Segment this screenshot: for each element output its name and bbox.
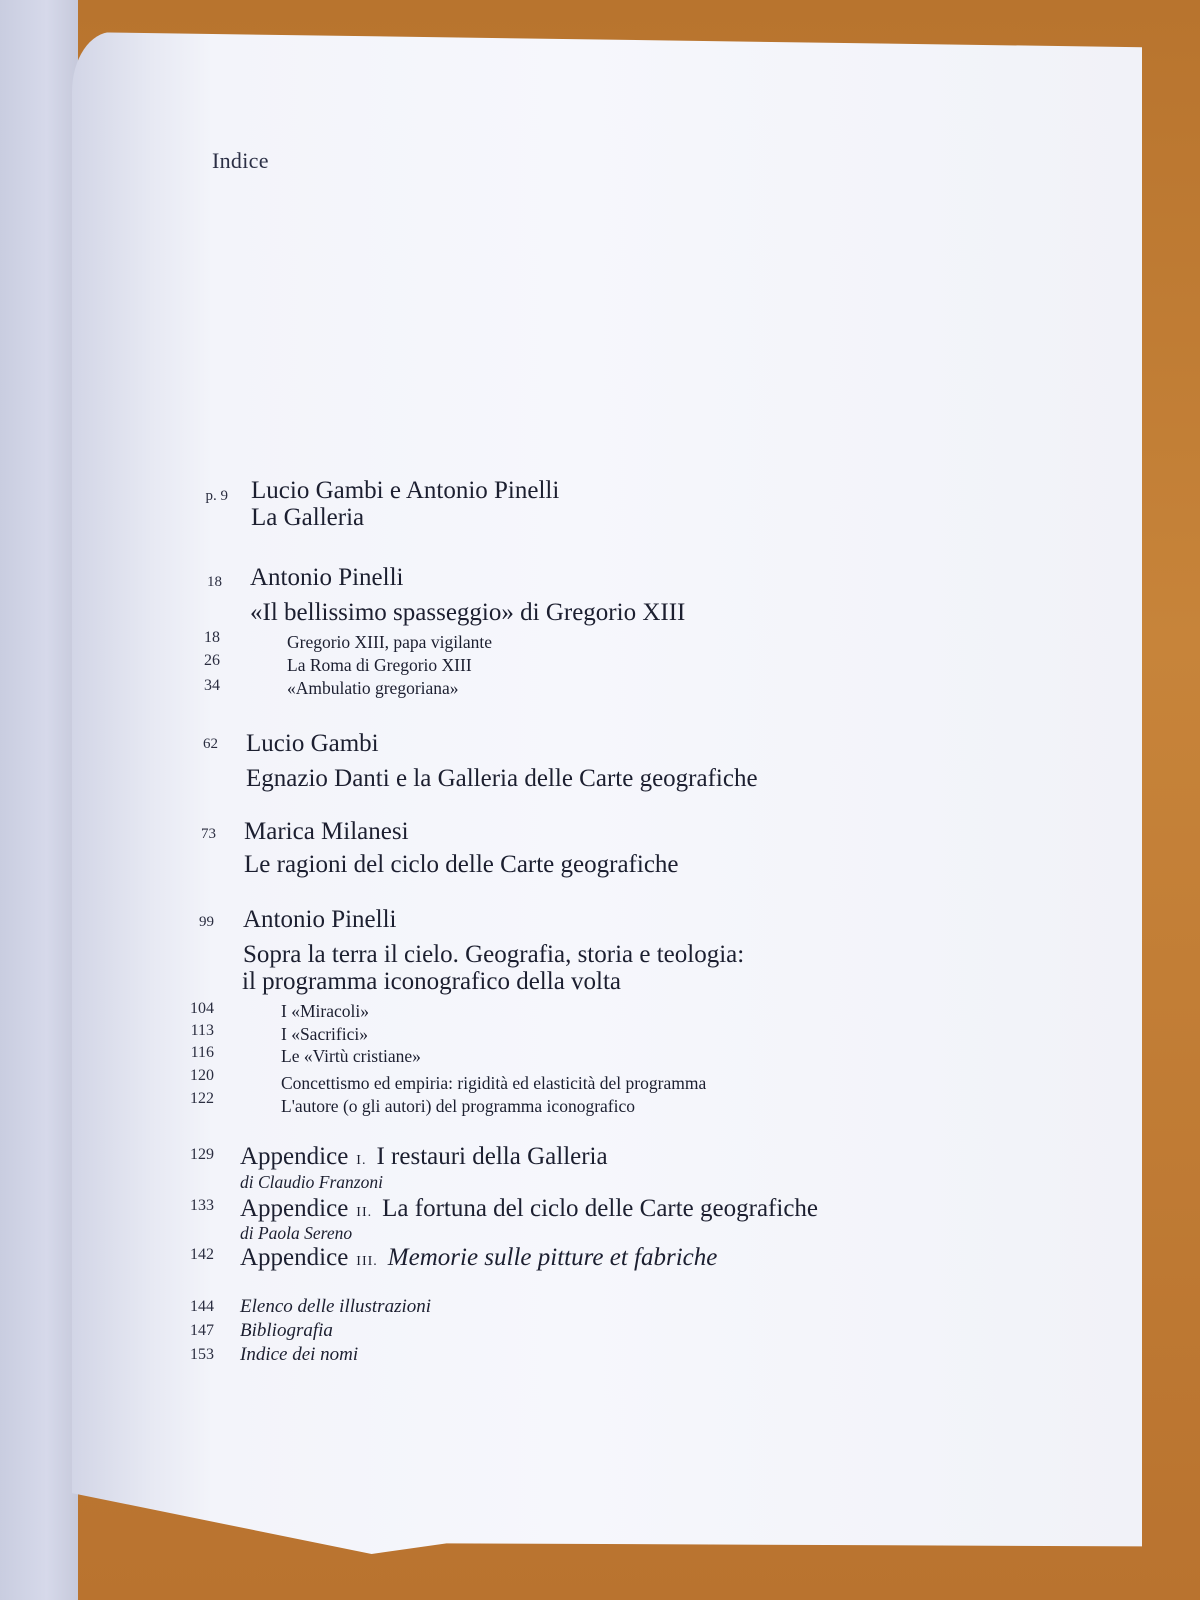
appendix-numeral: III.	[356, 1254, 378, 1269]
subsection-title: Le «Virtù cristiane»	[281, 1046, 421, 1066]
toc-heading: Indice	[212, 148, 269, 173]
subsection-title: I «Sacrifici»	[281, 1024, 368, 1044]
appendix-entry	[240, 1244, 717, 1276]
appendix-byline: di Paola Sereno	[240, 1223, 353, 1243]
appendix-numeral: I.	[356, 1153, 367, 1168]
page-number: 104	[190, 1000, 214, 1017]
page-number: 18	[204, 629, 220, 646]
page-number: 122	[190, 1090, 214, 1107]
facing-page-edge	[0, 0, 78, 1600]
section-title: «Il bellissimo spasseggio» di Gregorio XIII	[250, 599, 686, 626]
page-number: 73	[201, 826, 216, 842]
page-number: 116	[190, 1044, 214, 1061]
page-number: p. 9	[205, 488, 228, 504]
page-number: 113	[190, 1022, 214, 1039]
appendix-numeral: II.	[356, 1205, 373, 1220]
appendix-byline: di Claudio Franzoni	[240, 1172, 383, 1192]
page-number: 26	[204, 652, 220, 669]
page-number: 133	[190, 1197, 214, 1214]
subsection-title: «Ambulatio gregoriana»	[287, 678, 459, 698]
section-title: Egnazio Danti e la Galleria delle Carte geografiche	[246, 765, 758, 792]
appendix-label: Appendice	[240, 1143, 349, 1170]
subsection-title: Concettismo ed empiria: rigidità ed elasticità del programma	[281, 1073, 707, 1093]
section-author: Lucio Gambi	[246, 730, 379, 757]
page-number: 99	[199, 914, 214, 930]
appendix-title: La fortuna del ciclo delle Carte geografiche	[382, 1195, 819, 1222]
subsection-title: Gregorio XIII, papa vigilante	[287, 632, 493, 652]
page-number: 62	[203, 736, 218, 752]
subsection-title: I «Miracoli»	[281, 1001, 369, 1021]
appendix-label: Appendice	[240, 1195, 349, 1222]
section-title: Le ragioni del ciclo delle Carte geografiche	[244, 851, 679, 878]
page-number: 153	[190, 1346, 214, 1363]
back-matter-title: Bibliografia	[240, 1320, 333, 1341]
page-number: 147	[190, 1322, 214, 1339]
section-title: La Galleria	[251, 504, 365, 531]
page-number: 34	[204, 677, 220, 694]
subsection-title: L'autore (o gli autori) del programma iconografico	[281, 1096, 635, 1116]
section-author: Marica Milanesi	[244, 818, 409, 845]
back-matter-title: Indice dei nomi	[240, 1344, 359, 1365]
section-author: Antonio Pinelli	[250, 564, 404, 591]
page-number: 142	[190, 1246, 214, 1263]
appendix-title: Memorie sulle pitture et fabriche	[387, 1244, 718, 1271]
section-author: Lucio Gambi e Antonio Pinelli	[251, 477, 560, 504]
subsection-title: La Roma di Gregorio XIII	[287, 655, 472, 675]
section-title: Sopra la terra il cielo. Geografia, storia e teologia:	[243, 941, 745, 968]
appendix-label: Appendice	[240, 1244, 349, 1271]
page-number: 18	[207, 574, 222, 590]
page-number: 129	[190, 1146, 214, 1163]
book-page	[72, 32, 1142, 1554]
section-author: Antonio Pinelli	[243, 906, 397, 933]
page-number: 120	[190, 1067, 214, 1084]
page-number: 144	[190, 1298, 214, 1315]
back-matter-title: Elenco delle illustrazioni	[240, 1296, 432, 1317]
appendix-title: I restauri della Galleria	[376, 1143, 608, 1170]
section-title: il programma iconografico della volta	[242, 968, 622, 995]
